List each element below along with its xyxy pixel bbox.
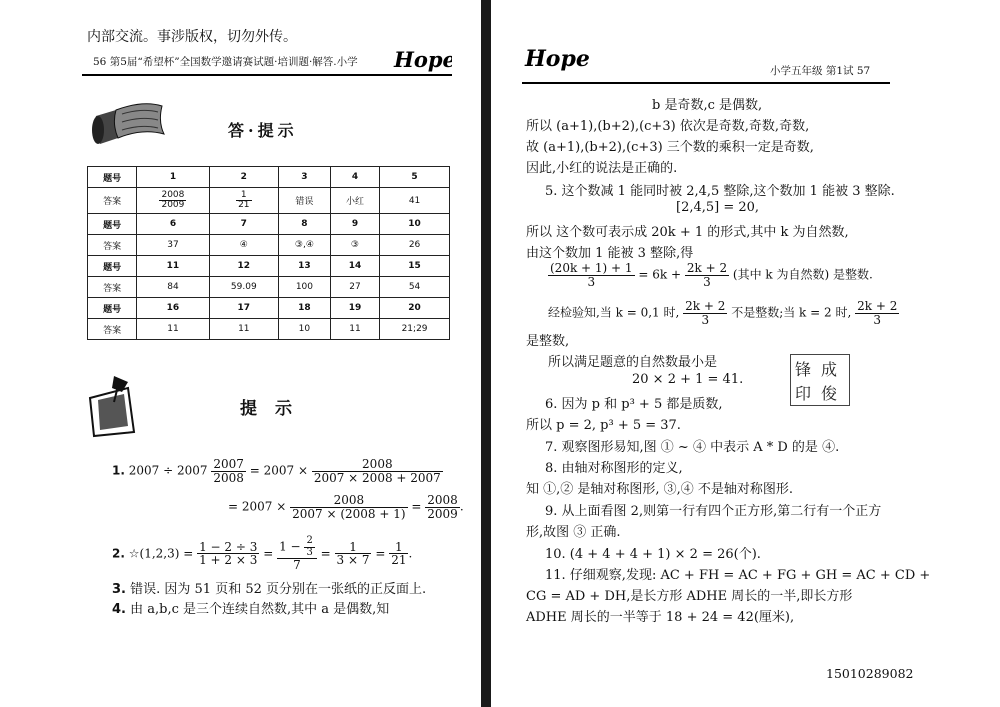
- table-cell: 7: [209, 214, 278, 235]
- table-cell: 15: [380, 256, 450, 277]
- table-cell: 10: [278, 319, 330, 340]
- table-cell: 答案: [88, 319, 137, 340]
- table-cell: 8: [278, 214, 330, 235]
- left-page-header: 56 第5届“希望杯”全国数学邀请赛试题·培训题·解答.小学: [93, 56, 358, 68]
- answer-10: 10. (4 + 4 + 4 + 1) × 2 = 26(个).: [545, 547, 761, 562]
- header-rule: [522, 82, 890, 84]
- seal-stamp: 锋 成 印 俊: [790, 354, 850, 406]
- table-cell: 37: [137, 235, 209, 256]
- table-cell: 题号: [88, 167, 137, 188]
- table-cell: 26: [380, 235, 450, 256]
- hint-number: 1.: [112, 463, 125, 478]
- table-cell: ③,④: [278, 235, 330, 256]
- table-row: [88, 277, 450, 298]
- table-row: [88, 298, 450, 319]
- table-cell: 84: [137, 277, 209, 298]
- table-cell: [209, 188, 278, 214]
- table-cell: 16: [137, 298, 209, 319]
- table-cell: 4: [330, 167, 379, 188]
- table-cell: 19: [330, 298, 379, 319]
- table-cell: ④: [209, 235, 278, 256]
- table-cell: 20: [380, 298, 450, 319]
- text-line: 知 ①,② 是轴对称图形, ③,④ 不是轴对称图形.: [526, 482, 794, 497]
- answers-title: 答·提示: [228, 121, 298, 140]
- text-line: 因此,小红的说法是正确的.: [526, 161, 678, 176]
- table-row: [88, 319, 450, 340]
- table-cell: 答案: [88, 235, 137, 256]
- text-line: 故 (a+1),(b+2),(c+3) 三个数的乘积一定是奇数,: [526, 140, 814, 155]
- table-row: [88, 167, 450, 188]
- table-cell: 21;29: [380, 319, 450, 340]
- hint-3: [112, 578, 426, 597]
- answer-9: 9. 从上面看图 2,则第一行有四个正方形,第二行有一个正方: [545, 504, 882, 519]
- table-cell: 10: [380, 214, 450, 235]
- hint-4: [112, 598, 389, 617]
- text-line: 所以 (a+1),(b+2),(c+3) 依次是奇数,奇数,奇数,: [526, 119, 810, 134]
- hope-logo-right: [523, 44, 589, 76]
- table-cell: 100: [278, 277, 330, 298]
- table-cell: 17: [209, 298, 278, 319]
- copyright-notice: 内部交流。事涉版权，切勿外传。: [87, 29, 297, 45]
- table-cell: 2: [209, 167, 278, 188]
- table-cell: ③: [330, 235, 379, 256]
- table-cell: 59.09: [209, 277, 278, 298]
- table-cell: 5: [380, 167, 450, 188]
- table-cell: 题号: [88, 256, 137, 277]
- text-line: 所以 p = 2, p³ + 5 = 37.: [526, 418, 681, 433]
- table-cell: 54: [380, 277, 450, 298]
- pushpin-note-icon: [84, 372, 144, 442]
- text-line: 所以满足题意的自然数最小是: [548, 355, 718, 370]
- answer-table: [87, 166, 450, 340]
- hint-1: 1. 2007 ÷ 2007 $\frac{2007}{2008}$ = 2007 × $\frac{2008}{2007 \times 2008 + 2007}$: [112, 457, 441, 485]
- table-cell: 答案: [88, 188, 137, 214]
- table-cell: 11: [137, 256, 209, 277]
- text-line: 20 × 2 + 1 = 41.: [632, 372, 744, 387]
- hope-logo-text: Hope: [525, 46, 589, 72]
- text-line: 是整数,: [526, 334, 570, 349]
- table-cell: 错误: [278, 188, 330, 214]
- table-cell: 14: [330, 256, 379, 277]
- table-cell: [137, 188, 209, 214]
- text-line: [2,4,5] = 20,: [676, 200, 760, 215]
- hint-number: 2.: [112, 546, 125, 561]
- table-cell: 18: [278, 298, 330, 319]
- table-row: [88, 214, 450, 235]
- fraction: $\frac{2008}{2009}$: [161, 189, 185, 210]
- hint-2: 2. ☆(1,2,3) = $\frac{1 - 2 \div 3}{1 + 2 \times 3}$ = 1 − $\frac{2}{3}$ 7 = $\frac{1}{3 \times 7}$ = $\frac{1}{21}$ .: [112, 535, 413, 572]
- text-line: 由这个数加 1 能被 3 整除,得: [526, 246, 694, 261]
- text-line: b 是奇数,c 是偶数,: [652, 98, 763, 113]
- table-cell: 9: [330, 214, 379, 235]
- text-line: 所以 这个数可表示成 20k + 1 的形式,其中 k 为自然数,: [526, 225, 849, 240]
- answer-6: 6. 因为 p 和 p³ + 5 都是质数,: [545, 397, 723, 412]
- table-cell: 11: [209, 319, 278, 340]
- table-cell: 41: [380, 188, 450, 214]
- table-cell: 1: [137, 167, 209, 188]
- header-rule: [82, 74, 452, 76]
- hint-text: 由 a,b,c 是三个连续自然数,其中 a 是偶数,知: [130, 602, 390, 617]
- book-spine: [481, 0, 491, 707]
- hint-number: 3.: [112, 582, 126, 597]
- answer-11: 11. 仔细观察,发现: AC + FH = AC + FG + GH = AC + CD +: [545, 568, 931, 583]
- answer-5: 5. 这个数减 1 能同时被 2,4,5 整除,这个数加 1 能被 3 整除.: [545, 184, 895, 199]
- answer-8: 8. 由轴对称图形的定义,: [545, 461, 683, 476]
- hint-number: 4.: [112, 602, 126, 617]
- table-cell: 6: [137, 214, 209, 235]
- hints-title: 提示: [240, 399, 310, 419]
- table-cell: 11: [137, 319, 209, 340]
- table-cell: 27: [330, 277, 379, 298]
- table-cell: 3: [278, 167, 330, 188]
- table-cell: 题号: [88, 214, 137, 235]
- right-page-header: 小学五年级 第1试 57: [770, 65, 871, 77]
- hope-logo-left: [392, 47, 452, 77]
- scroll-icon: [88, 98, 168, 158]
- hope-logo-text: Hope: [394, 47, 452, 72]
- verification-line: 经检验知,当 k = 0,1 时, $\frac{2k + 2}{3}$ 不是整数;当 k = 2 时, $\frac{2k + 2}{3}$: [548, 299, 898, 327]
- table-cell: 12: [209, 256, 278, 277]
- table-row: [88, 188, 450, 214]
- table-cell: 答案: [88, 277, 137, 298]
- fraction-equation: $\frac{(20k + 1) + 1}{3}$ = 6k + $\frac{2k + 2}{3}$ (其中 k 为自然数) 是整数.: [550, 261, 873, 289]
- table-cell: 11: [330, 319, 379, 340]
- table-row: [88, 256, 450, 277]
- hint-text: 错误. 因为 51 页和 52 页分别在一张纸的正反面上.: [130, 582, 427, 597]
- hint-1-continued: = 2007 × $\frac{2008}{2007 \times (2008 + 1)}$ = $\frac{2008}{2009}$ .: [228, 493, 464, 521]
- text-line: CG = AD + DH,是长方形 ADHE 周长的一半,即长方形: [526, 589, 853, 604]
- table-cell: 小红: [330, 188, 379, 214]
- table-cell: 13: [278, 256, 330, 277]
- phone-number: 15010289082: [826, 666, 914, 681]
- fraction: $\frac{1}{21}$: [238, 189, 250, 210]
- text-line: 形,故图 ③ 正确.: [526, 525, 621, 540]
- table-cell: 题号: [88, 298, 137, 319]
- text-line: ADHE 周长的一半等于 18 + 24 = 42(厘米),: [526, 610, 795, 625]
- answer-7: 7. 观察图形易知,图 ① ~ ④ 中表示 A * D 的是 ④.: [545, 440, 840, 455]
- table-row: [88, 235, 450, 256]
